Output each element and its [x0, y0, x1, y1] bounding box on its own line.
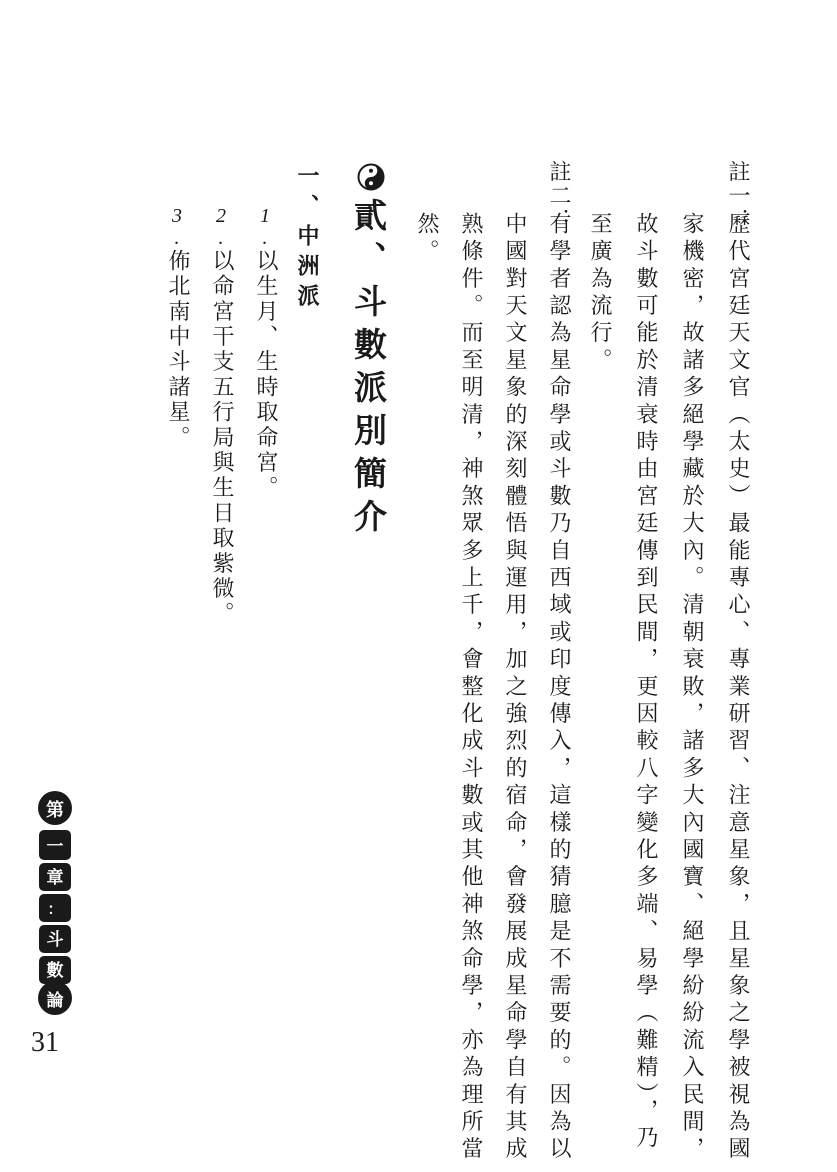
- chapter-tab-graphic: [36, 790, 74, 1016]
- list-item-2: [210, 205, 232, 627]
- sub-heading: 一、中洲派: [294, 164, 320, 314]
- list-item-1-text: 以生月、生時取命宮。: [253, 249, 278, 501]
- note1-line-4: 至廣為流行。: [587, 212, 612, 376]
- note1-line-1: 歷代宮廷天文官（太史）最能專心、專業研習、注意星象，且星象之學被視為國: [725, 212, 750, 1164]
- tab-char-2: 一: [46, 837, 64, 857]
- note2-line-4: 然。: [414, 212, 439, 267]
- tab-char-5: 斗: [46, 930, 64, 950]
- note2-line-2: 中國對天文星象的深刻體悟與運用，加之強烈的宿命，會發展成星命學自有其成: [502, 212, 527, 1164]
- list-item-2-number: 2.: [210, 205, 232, 249]
- list-item-1-number: 1.: [254, 205, 276, 249]
- list-item-1: [254, 205, 276, 501]
- tab-char-8: 論: [46, 991, 64, 1011]
- note2-line-3: 熟條件。而至明清，神煞眾多上千，會整化成斗數或其他神煞命學，亦為理所當: [458, 212, 483, 1164]
- list-item-3-text: 佈北南中斗諸星。: [165, 249, 190, 451]
- note2-label: 註二：: [546, 160, 571, 232]
- chapter-tab: [36, 790, 74, 1020]
- list-item-3: [166, 205, 188, 451]
- yin-yang-icon: [357, 163, 385, 191]
- tab-char-4: ：: [47, 900, 63, 918]
- note2-line-1: 有學者認為星命學或斗數乃自西域或印度傳入，這樣的猜臆是不需要的。因為以: [546, 212, 571, 1164]
- list-item-3-number: 3.: [166, 205, 188, 249]
- page-number: 31: [31, 1027, 59, 1058]
- tab-char-6: 數: [46, 961, 64, 981]
- section-title: 貳、斗數派別簡介: [349, 198, 388, 542]
- tab-char-1: 第: [46, 800, 64, 821]
- note1-line-3: 故斗數可能於清衰時由宮廷傳到民間，更因較八字變化多端、易學（難精），乃: [633, 212, 658, 1153]
- tab-char-3: 章: [46, 868, 64, 888]
- list-item-2-text: 以命宮干支五行局與生日取紫微。: [209, 249, 234, 627]
- note1-label: 註一：: [725, 160, 750, 232]
- note1-line-2: 家機密，故諸多絕學藏於大內。清朝衰敗，諸多大內國寶、絕學紛紛流入民間，: [679, 212, 704, 1164]
